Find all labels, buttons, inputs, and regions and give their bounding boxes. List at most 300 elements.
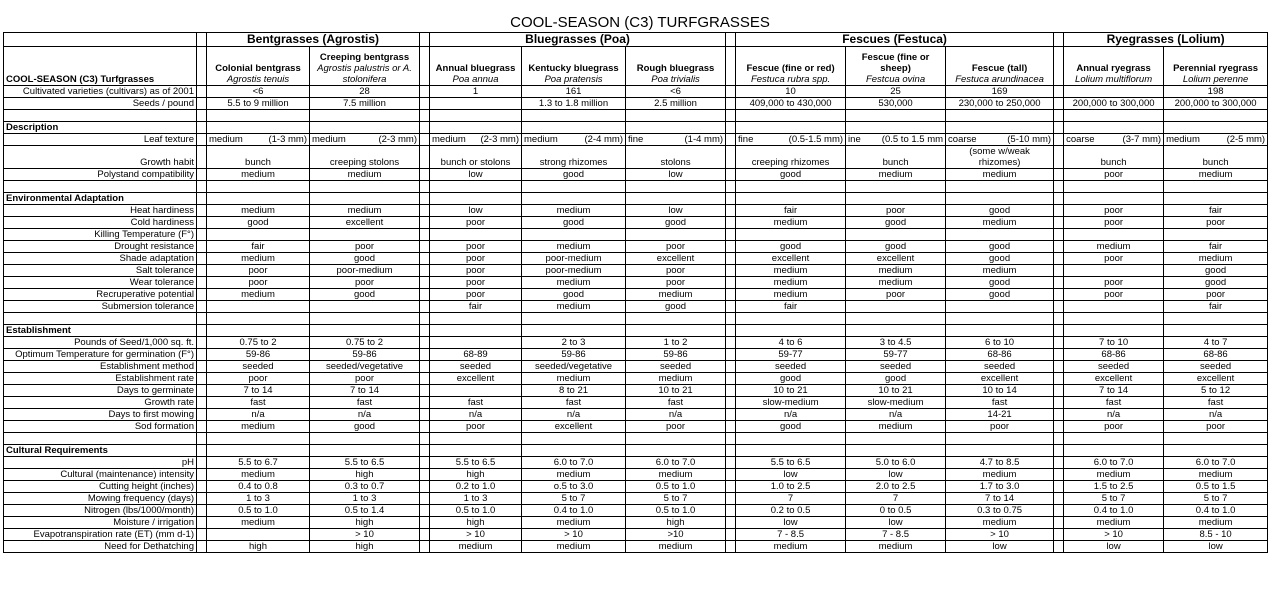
value-cell: fair — [1164, 205, 1268, 217]
value-cell — [946, 229, 1054, 241]
value-cell: n/a — [522, 409, 626, 421]
value-cell: high — [207, 541, 310, 553]
empty-cell — [1054, 313, 1064, 325]
gap-cell — [726, 47, 736, 86]
gap-cell — [420, 146, 430, 169]
section-label: Description — [4, 122, 197, 134]
value-cell: fast — [946, 397, 1054, 409]
empty-cell — [522, 193, 626, 205]
value-cell: seeded — [946, 361, 1054, 373]
value-cell: medium — [207, 469, 310, 481]
empty-cell — [197, 181, 207, 193]
value-cell: low — [736, 517, 846, 529]
gap-cell — [726, 86, 736, 98]
spacer-row — [4, 181, 1268, 193]
value-cell: medium — [736, 541, 846, 553]
empty-cell — [726, 122, 736, 134]
value-cell: 7 — [736, 493, 846, 505]
gap-cell — [197, 86, 207, 98]
gap-cell — [726, 421, 736, 433]
value-cell: poor — [1064, 421, 1164, 433]
value-cell: 5 to 7 — [1064, 493, 1164, 505]
gap-cell — [726, 169, 736, 181]
gap-cell — [420, 493, 430, 505]
texture-range: (0.5-1.5 mm) — [788, 134, 844, 145]
value-cell: poor — [430, 217, 522, 229]
value-cell: 0.4 to 1.0 — [1064, 505, 1164, 517]
value-cell: medium — [1064, 241, 1164, 253]
gap-cell — [197, 361, 207, 373]
value-cell: 7 to 14 — [1064, 385, 1164, 397]
gap-cell — [420, 169, 430, 181]
value-cell: low — [736, 469, 846, 481]
value-cell: 0.4 to 0.8 — [207, 481, 310, 493]
gap-cell — [420, 541, 430, 553]
empty-cell — [1164, 445, 1268, 457]
value-cell: poor — [1064, 253, 1164, 265]
value-cell: poor — [430, 421, 522, 433]
section-label: Environmental Adaptation — [4, 193, 197, 205]
table-row — [4, 169, 1268, 181]
value-cell: good — [946, 241, 1054, 253]
value-cell: high — [310, 541, 420, 553]
empty-cell — [946, 433, 1054, 445]
gap-cell — [1054, 493, 1064, 505]
empty-cell — [736, 122, 846, 134]
value-cell: fair — [1164, 301, 1268, 313]
texture-level: coarse — [1066, 134, 1095, 145]
empty-cell — [1064, 181, 1164, 193]
value-cell: good — [522, 289, 626, 301]
value-cell — [736, 229, 846, 241]
value-cell: 6.0 to 7.0 — [1064, 457, 1164, 469]
value-cell: 200,000 to 300,000 — [1164, 98, 1268, 110]
value-cell: 0.4 to 1.0 — [1164, 505, 1268, 517]
row-label: Cultivated varieties (cultivars) as of 2001 — [4, 86, 197, 98]
section-label: Cultural Requirements — [4, 445, 197, 457]
value-cell: medium — [736, 277, 846, 289]
value-cell: 0.5 to 1.0 — [626, 505, 726, 517]
species-name: Colonial bentgrass — [215, 63, 301, 74]
empty-cell — [430, 433, 522, 445]
gap-cell — [1054, 337, 1064, 349]
species-name: Annual ryegrass — [1076, 63, 1151, 74]
empty-cell — [846, 122, 946, 134]
value-cell: excellent — [1064, 373, 1164, 385]
group-2 — [736, 33, 1054, 47]
value-cell: n/a — [846, 409, 946, 421]
empty-cell — [726, 193, 736, 205]
empty-cell — [430, 325, 522, 337]
value-cell: poor — [207, 277, 310, 289]
gap-cell — [420, 397, 430, 409]
value-cell: 1 — [430, 86, 522, 98]
empty-cell — [736, 433, 846, 445]
value-cell: n/a — [310, 409, 420, 421]
value-cell: high — [430, 517, 522, 529]
gap-cell — [420, 86, 430, 98]
value-cell: medium — [207, 421, 310, 433]
table-row — [4, 253, 1268, 265]
empty-cell — [626, 122, 726, 134]
empty-cell — [1164, 181, 1268, 193]
texture-range: (2-4 mm) — [584, 134, 624, 145]
texture-range: (0.5 to 1.5 mm — [881, 134, 944, 145]
group-label: Fescues (Festuca) — [842, 32, 947, 46]
gap-cell — [726, 361, 736, 373]
value-cell: 4 to 7 — [1164, 337, 1268, 349]
value-cell: 28 — [310, 86, 420, 98]
value-cell: slow-medium — [736, 397, 846, 409]
table-row — [4, 421, 1268, 433]
row-label: Days to germinate — [4, 385, 197, 397]
empty-cell — [420, 181, 430, 193]
value-cell: 6.0 to 7.0 — [522, 457, 626, 469]
value-cell: 8 to 21 — [522, 385, 626, 397]
table-row — [4, 205, 1268, 217]
value-cell: 5.5 to 6.5 — [310, 457, 420, 469]
row-label: Growth rate — [4, 397, 197, 409]
value-cell: 0.3 to 0.7 — [310, 481, 420, 493]
value-cell: <6 — [207, 86, 310, 98]
texture-level: medium — [1166, 134, 1200, 145]
value-cell: bunch or stolons — [430, 146, 522, 169]
texture-level: ine — [848, 134, 861, 145]
value-cell: poor — [626, 265, 726, 277]
species-sci: Poa trivialis — [651, 74, 700, 85]
row-label: Nitrogen (lbs/1000/month) — [4, 505, 197, 517]
value-cell: excellent — [1164, 373, 1268, 385]
species-header — [310, 47, 420, 86]
gap-cell — [197, 229, 207, 241]
empty-cell — [522, 325, 626, 337]
row-label: Cold hardiness — [4, 217, 197, 229]
texture-level: medium — [524, 134, 558, 145]
spacer-row — [4, 110, 1268, 122]
value-cell: poor — [1064, 289, 1164, 301]
value-cell: bunch — [1064, 146, 1164, 169]
gap-cell — [726, 229, 736, 241]
value-cell: 409,000 to 430,000 — [736, 98, 846, 110]
value-cell: seeded/vegetative — [310, 361, 420, 373]
gap-cell — [197, 469, 207, 481]
gap-cell — [726, 469, 736, 481]
gap-cell — [726, 277, 736, 289]
gap-cell — [1054, 217, 1064, 229]
section-label: Establishment — [4, 325, 197, 337]
gap-cell — [197, 169, 207, 181]
value-cell: 198 — [1164, 86, 1268, 98]
value-cell: fair — [207, 241, 310, 253]
value-cell: 0.5 to 1.4 — [310, 505, 420, 517]
table-row — [4, 541, 1268, 553]
value-cell: 0.5 to 1.0 — [430, 505, 522, 517]
value-cell: fast — [1064, 397, 1164, 409]
gap-cell — [726, 529, 736, 541]
value-cell: 1.0 to 2.5 — [736, 481, 846, 493]
empty-cell — [1064, 433, 1164, 445]
species-header — [1164, 47, 1268, 86]
gap-cell — [197, 409, 207, 421]
value-cell: good — [946, 289, 1054, 301]
empty-cell — [726, 313, 736, 325]
value-cell: medium — [310, 205, 420, 217]
gap-cell — [1054, 349, 1064, 361]
value-cell: 7 to 14 — [310, 385, 420, 397]
value-cell — [310, 229, 420, 241]
value-cell: poor-medium — [310, 265, 420, 277]
gap-cell — [197, 241, 207, 253]
empty-cell — [846, 325, 946, 337]
empty-cell — [310, 433, 420, 445]
value-cell: poor — [1164, 289, 1268, 301]
texture-level: medium — [209, 134, 243, 145]
value-cell: poor — [626, 241, 726, 253]
value-cell: poor — [310, 373, 420, 385]
species-header — [846, 47, 946, 86]
value-cell: poor — [946, 421, 1054, 433]
table-row — [4, 517, 1268, 529]
species-sci: Festuca rubra spp. — [750, 74, 831, 85]
value-cell: excellent — [946, 373, 1054, 385]
value-cell: good — [736, 169, 846, 181]
value-cell: poor-medium — [522, 265, 626, 277]
value-cell: good — [946, 253, 1054, 265]
empty-cell — [310, 110, 420, 122]
value-cell: poor — [430, 289, 522, 301]
value-cell: seeded — [1164, 361, 1268, 373]
row-label: Need for Dethatching — [4, 541, 197, 553]
value-cell: 68-86 — [1064, 349, 1164, 361]
empty-cell — [430, 193, 522, 205]
texture-cell — [846, 134, 946, 146]
value-cell: 0.2 to 0.5 — [736, 505, 846, 517]
gap-cell — [1054, 47, 1064, 86]
species-sci: Lolium multiflorum — [1075, 74, 1153, 85]
gap-cell — [197, 265, 207, 277]
value-cell: fair — [1164, 241, 1268, 253]
empty-cell — [310, 313, 420, 325]
row-label: Establishment rate — [4, 373, 197, 385]
value-cell: n/a — [1064, 409, 1164, 421]
gap-cell — [197, 217, 207, 229]
table-row — [4, 146, 1268, 169]
texture-cell — [626, 134, 726, 146]
value-cell: 7.5 million — [310, 98, 420, 110]
gap-cell — [420, 349, 430, 361]
value-cell: medium — [736, 289, 846, 301]
empty-cell — [846, 193, 946, 205]
gap-cell — [1054, 98, 1064, 110]
empty-cell — [1054, 122, 1064, 134]
empty-cell — [522, 122, 626, 134]
value-cell: 59-86 — [626, 349, 726, 361]
empty-cell — [522, 445, 626, 457]
empty-cell — [846, 445, 946, 457]
row-label: Seeds / pound — [4, 98, 197, 110]
value-cell: 230,000 to 250,000 — [946, 98, 1054, 110]
row-label: Cutting height (inches) — [4, 481, 197, 493]
table-row — [4, 86, 1268, 98]
table-row — [4, 469, 1268, 481]
gap-cell — [1054, 397, 1064, 409]
gap-cell — [726, 457, 736, 469]
empty-cell — [207, 181, 310, 193]
empty-cell — [430, 181, 522, 193]
value-cell: good — [946, 205, 1054, 217]
gap-cell — [726, 505, 736, 517]
table-row — [4, 361, 1268, 373]
empty-cell — [626, 181, 726, 193]
table-row — [4, 301, 1268, 313]
value-cell: 0 to 0.5 — [846, 505, 946, 517]
row-label: Leaf texture — [4, 134, 197, 146]
value-cell — [207, 229, 310, 241]
value-cell: 59-77 — [846, 349, 946, 361]
value-cell: poor-medium — [522, 253, 626, 265]
empty-cell — [726, 445, 736, 457]
texture-level: medium — [432, 134, 466, 145]
value-cell — [522, 229, 626, 241]
value-cell: 5.0 to 6.0 — [846, 457, 946, 469]
empty-cell — [1064, 193, 1164, 205]
empty-cell — [310, 445, 420, 457]
value-cell: good — [310, 421, 420, 433]
empty-cell — [310, 122, 420, 134]
texture-cell — [207, 134, 310, 146]
value-cell: fair — [736, 301, 846, 313]
gap-cell — [1054, 134, 1064, 146]
row-label: Recruperative potential — [4, 289, 197, 301]
empty-cell — [420, 313, 430, 325]
value-cell: seeded/vegetative — [522, 361, 626, 373]
gap-cell — [726, 349, 736, 361]
row-label: Cultural (maintenance) intensity — [4, 469, 197, 481]
value-cell: medium — [736, 265, 846, 277]
table-row — [4, 385, 1268, 397]
gap-cell — [726, 397, 736, 409]
row-label: Heat hardiness — [4, 205, 197, 217]
gap-cell — [197, 493, 207, 505]
value-cell: medium — [522, 277, 626, 289]
value-cell: medium — [1064, 517, 1164, 529]
group-header-row — [4, 33, 1268, 47]
value-cell: 0.75 to 2 — [207, 337, 310, 349]
value-cell: low — [946, 541, 1054, 553]
gap-cell — [197, 253, 207, 265]
group-label: Ryegrasses (Lolium) — [1106, 32, 1225, 46]
empty-cell — [1064, 325, 1164, 337]
value-cell: good — [736, 421, 846, 433]
gap-cell — [726, 493, 736, 505]
value-cell: 0.3 to 0.75 — [946, 505, 1054, 517]
value-cell: 0.5 to 1.0 — [207, 505, 310, 517]
empty-cell — [946, 181, 1054, 193]
empty-cell — [626, 110, 726, 122]
value-cell: low — [1164, 541, 1268, 553]
value-cell: 68-86 — [946, 349, 1054, 361]
value-cell: good — [522, 217, 626, 229]
value-cell: n/a — [430, 409, 522, 421]
gap-cell — [1054, 289, 1064, 301]
value-cell — [310, 301, 420, 313]
value-cell: (some w/weak rhizomes) — [946, 146, 1054, 169]
empty-cell — [846, 110, 946, 122]
texture-level: coarse — [948, 134, 977, 145]
value-cell: good — [1164, 277, 1268, 289]
value-cell: 161 — [522, 86, 626, 98]
value-cell: 0.5 to 1.0 — [626, 481, 726, 493]
gap-cell — [420, 469, 430, 481]
value-cell: excellent — [310, 217, 420, 229]
empty-cell — [207, 433, 310, 445]
gap-cell — [420, 277, 430, 289]
value-cell: 3 to 4.5 — [846, 337, 946, 349]
species-name: Kentucky bluegrass — [528, 63, 619, 74]
value-cell: fast — [310, 397, 420, 409]
value-cell: 5 to 12 — [1164, 385, 1268, 397]
empty-cell — [430, 110, 522, 122]
table-row — [4, 505, 1268, 517]
empty-cell — [420, 433, 430, 445]
value-cell: medium — [846, 169, 946, 181]
gap-cell — [726, 289, 736, 301]
value-cell: excellent — [736, 253, 846, 265]
gap-cell — [420, 205, 430, 217]
table-row — [4, 373, 1268, 385]
empty-cell — [522, 110, 626, 122]
table-row — [4, 98, 1268, 110]
empty-cell — [626, 433, 726, 445]
row-label: Shade adaptation — [4, 253, 197, 265]
texture-cell — [1064, 134, 1164, 146]
gap-cell — [420, 421, 430, 433]
value-cell: 1.5 to 2.5 — [1064, 481, 1164, 493]
gap-cell — [1054, 301, 1064, 313]
value-cell: seeded — [626, 361, 726, 373]
value-cell: 7 - 8.5 — [846, 529, 946, 541]
species-header — [626, 47, 726, 86]
value-cell: > 10 — [946, 529, 1054, 541]
empty-cell — [846, 433, 946, 445]
empty-cell — [522, 181, 626, 193]
empty-cell — [946, 193, 1054, 205]
species-sci: Festuca arundinacea — [955, 74, 1044, 85]
gap-cell — [726, 98, 736, 110]
gap-cell — [197, 134, 207, 146]
gap-cell — [420, 457, 430, 469]
value-cell: medium — [207, 289, 310, 301]
table-row — [4, 241, 1268, 253]
empty-cell — [310, 181, 420, 193]
value-cell: 7 to 14 — [207, 385, 310, 397]
empty-cell — [1064, 313, 1164, 325]
value-cell: fair — [430, 301, 522, 313]
value-cell: low — [1064, 541, 1164, 553]
value-cell: 2 to 3 — [522, 337, 626, 349]
empty-cell — [846, 313, 946, 325]
gap-cell — [197, 98, 207, 110]
section-row — [4, 193, 1268, 205]
value-cell: medium — [1164, 169, 1268, 181]
gap-cell — [197, 517, 207, 529]
gap-cell — [197, 421, 207, 433]
value-cell: <6 — [626, 86, 726, 98]
value-cell: high — [626, 517, 726, 529]
empty-cell — [946, 110, 1054, 122]
species-header — [946, 47, 1054, 86]
value-cell: 25 — [846, 86, 946, 98]
